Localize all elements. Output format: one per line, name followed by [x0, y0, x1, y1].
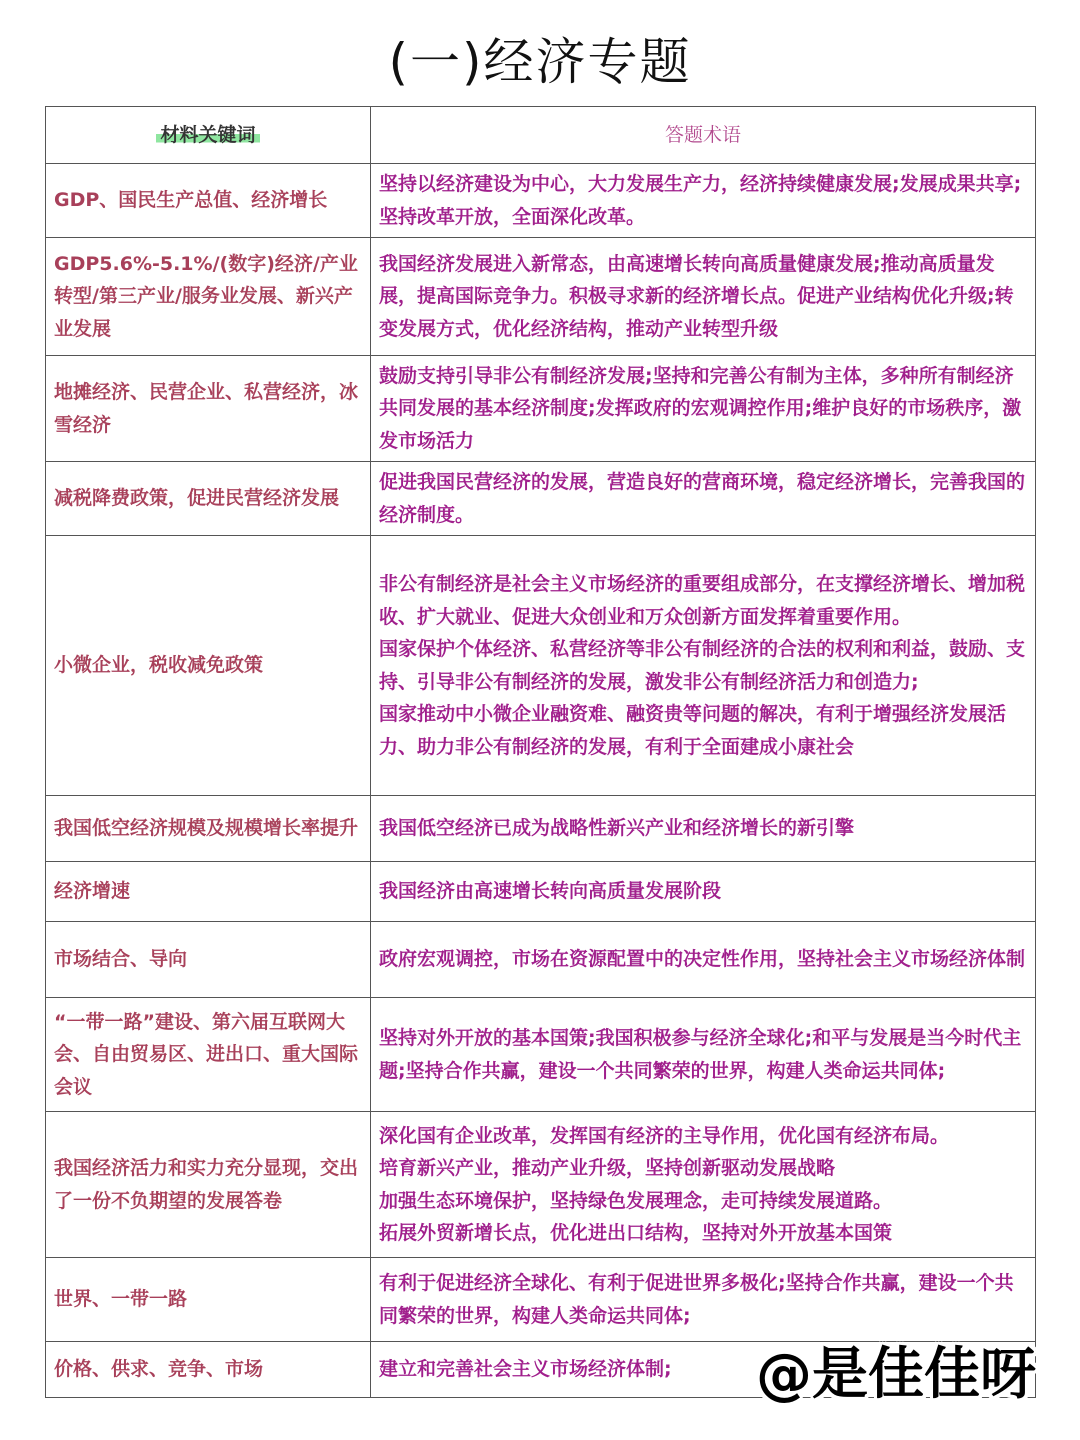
- answer-line: 拓展外贸新增长点，优化进出口结构，坚持对外开放基本国策: [379, 1222, 893, 1244]
- answer-line: 深化国有企业改革，发挥国有经济的主导作用，优化国有经济布局。: [379, 1124, 950, 1147]
- answer-line: 鼓励支持引导非公有制经济发展;坚持和完善公有制为主体，多种所有制经济共同发展的基本经济制度;发挥政府的宏观调控作用;维护良好的市场秩序，激发市场活力: [379, 364, 1022, 452]
- keyword-cell: 地摊经济、民营企业、私营经济，冰雪经济: [46, 356, 371, 462]
- answer-line: 坚持以经济建设为中心，大力发展生产力，经济持续健康发展;发展成果共享;坚持改革开放，全面深化改革。: [379, 173, 1022, 228]
- page-title: (一)经济专题: [388, 33, 692, 91]
- answer-line: 国家推动中小微企业融资难、融资贵等问题的解决，有利于增强经济发展活力、助力非公有制经济的发展，有利于全面建成小康社会: [379, 703, 1007, 758]
- economy-terms-table: [45, 106, 1036, 1398]
- answer-line: 我国低空经济已成为战略性新兴产业和经济增长的新引擎: [379, 817, 855, 840]
- answer-line: 促进我国民营经济的发展，营造良好的营商环境，稳定经济增长，完善我国的经济制度。: [379, 471, 1026, 526]
- table-row: [46, 164, 1036, 238]
- answer-cell: [371, 922, 1036, 998]
- table-row: [46, 796, 1036, 862]
- answer-cell: [371, 164, 1036, 238]
- answer-cell: [371, 998, 1036, 1112]
- keyword-cell: 小微企业，税收减免政策: [46, 536, 371, 796]
- table-row: [46, 238, 1036, 356]
- table-header-row: [46, 107, 1036, 164]
- answer-cell: [371, 862, 1036, 922]
- answer-cell: [371, 462, 1036, 536]
- answer-line: 加强生态环境保护，坚持绿色发展理念，走可持续发展道路。: [379, 1189, 893, 1212]
- answer-line: 建立和完善社会主义市场经济体制;: [379, 1358, 672, 1381]
- table-row: [46, 462, 1036, 536]
- keyword-cell: 经济增速: [46, 862, 371, 922]
- keyword-cell: 减税降费政策，促进民营经济发展: [46, 462, 371, 536]
- keyword-cell: “一带一路”建设、第六届互联网大会、自由贸易区、进出口、重大国际会议: [46, 998, 371, 1112]
- answer-cell: [371, 1258, 1036, 1342]
- keyword-cell: 我国低空经济规模及规模增长率提升: [46, 796, 371, 862]
- table-row: [46, 536, 1036, 796]
- author-watermark: @是佳佳呀: [756, 1342, 1036, 1407]
- keyword-cell: 价格、供求、竞争、市场: [46, 1342, 371, 1398]
- keyword-cell: GDP、国民生产总值、经济增长: [46, 164, 371, 238]
- table-row: [46, 356, 1036, 462]
- answer-line: 坚持对外开放的基本国策;我国积极参与经济全球化;和平与发展是当今时代主题;坚持合作共赢，建设一个共同繁荣的世界，构建人类命运共同体;: [379, 1027, 1022, 1082]
- table-row: [46, 922, 1036, 998]
- table-row: [46, 998, 1036, 1112]
- answer-line: 国家保护个体经济、私营经济等非公有制经济的合法的权利和利益，鼓励、支持、引导非公有制经济的发展，激发非公有制经济活力和创造力;: [379, 638, 1026, 693]
- answer-cell: [371, 796, 1036, 862]
- answer-line: 我国经济由高速增长转向高质量发展阶段: [379, 880, 722, 903]
- answer-cell: [371, 1112, 1036, 1258]
- answer-line: 我国经济发展进入新常态，由高速增长转向高质量健康发展;推动高质量发展，提高国际竞争力。积极寻求新的经济增长点。促进产业结构优化升级;转变发展方式，优化经济结构，推动产业转型升级: [379, 252, 1014, 340]
- answer-line: 非公有制经济是社会主义市场经济的重要组成部分，在支撑经济增长、增加税收、扩大就业、促进大众创业和万众创新方面发挥着重要作用。: [379, 573, 1026, 628]
- header-answer: 答题术语: [371, 107, 1036, 164]
- keyword-cell: 我国经济活力和实力充分显现，交出了一份不负期望的发展答卷: [46, 1112, 371, 1258]
- answer-cell: [371, 356, 1036, 462]
- table-row: [46, 1258, 1036, 1342]
- header-keyword: 材料关键词: [46, 107, 371, 164]
- answer-line: 政府宏观调控，市场在资源配置中的决定性作用，坚持社会主义市场经济体制: [379, 948, 1026, 971]
- answer-line: 培育新兴产业，推动产业升级，坚持创新驱动发展战略: [379, 1157, 836, 1179]
- answer-cell: [371, 536, 1036, 796]
- answer-line: 有利于促进经济全球化、有利于促进世界多极化;坚持合作共赢，建设一个共同繁荣的世界，构建人类命运共同体;: [379, 1272, 1014, 1327]
- table-row: [46, 862, 1036, 922]
- keyword-cell: GDP5.6%-5.1%/(数字)经济/产业转型/第三产业/服务业发展、新兴产业发展: [46, 238, 371, 356]
- keyword-cell: 市场结合、导向: [46, 922, 371, 998]
- answer-cell: [371, 238, 1036, 356]
- keyword-cell: 世界、一带一路: [46, 1258, 371, 1342]
- table-row: [46, 1112, 1036, 1258]
